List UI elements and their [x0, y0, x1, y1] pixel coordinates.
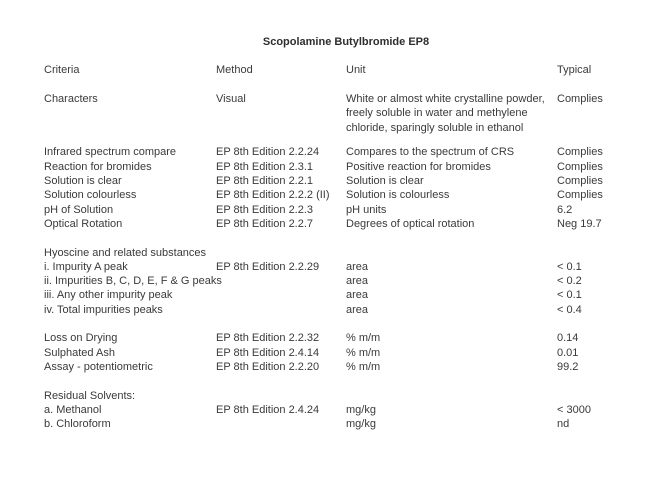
- cell-unit: Degrees of optical rotation: [346, 217, 475, 230]
- table-row: [44, 331, 650, 345]
- cell-method: EP 8th Edition 2.2.1: [216, 175, 314, 188]
- cell-criteria: a. Methanol: [44, 403, 102, 416]
- cell-unit: % m/m: [346, 346, 381, 359]
- cell-unit: area: [346, 275, 369, 288]
- section-characters: [44, 92, 650, 135]
- cell-criteria: Optical Rotation: [44, 217, 123, 230]
- cell-method: EP 8th Edition 2.2.2 (II): [216, 189, 330, 202]
- section-physical-tests: [44, 331, 650, 374]
- cell-typical: Complies: [557, 189, 603, 202]
- cell-method: EP 8th Edition 2.3.1: [216, 160, 314, 173]
- cell-typical: 0.14: [557, 332, 579, 345]
- cell-typical: Neg 19.7: [557, 217, 602, 230]
- cell-method: [216, 246, 346, 260]
- table-row: [44, 145, 650, 159]
- table-row: [44, 217, 650, 231]
- cell-criteria: iii. Any other impurity peak: [44, 289, 173, 302]
- cell-method: EP 8th Edition 2.2.7: [216, 217, 314, 230]
- cell-method: Visual: [216, 92, 246, 105]
- cell-typical: < 0.1: [557, 289, 582, 302]
- table-row: [44, 246, 650, 260]
- section-residual-solvents: [44, 389, 650, 432]
- cell-method: EP 8th Edition 2.4.14: [216, 346, 320, 359]
- table-row: [44, 303, 650, 317]
- cell-criteria: Infrared spectrum compare: [44, 146, 177, 159]
- cell-typical: [557, 389, 650, 403]
- cell-criteria: i. Impurity A peak: [44, 260, 128, 273]
- cell-typical: < 0.4: [557, 303, 582, 316]
- table-row: [44, 274, 650, 288]
- cell-method: EP 8th Edition 2.2.32: [216, 332, 320, 345]
- cell-unit: mg/kg: [346, 403, 376, 416]
- table-row: [44, 260, 650, 274]
- column-header-method: Method: [216, 64, 253, 76]
- table-row: [44, 203, 650, 217]
- cell-method: [216, 389, 346, 403]
- cell-typical: < 3000: [557, 403, 591, 416]
- cell-method: EP 8th Edition 2.2.29: [216, 260, 320, 273]
- cell-unit: mg/kg: [346, 418, 376, 431]
- table-row: [44, 417, 650, 431]
- cell-method: EP 8th Edition 2.2.3: [216, 203, 314, 216]
- cell-typical: [557, 246, 650, 260]
- cell-unit: Solution is clear: [346, 175, 424, 188]
- cell-typical: Complies: [557, 175, 603, 188]
- table-row: [44, 174, 650, 188]
- table-row: [44, 288, 650, 302]
- cell-criteria: iv. Total impurities peaks: [44, 303, 163, 316]
- cell-criteria: Assay - potentiometric: [44, 360, 153, 373]
- cell-unit: % m/m: [346, 332, 381, 345]
- section-related-substances: [44, 246, 650, 317]
- cell-method: EP 8th Edition 2.2.24: [216, 146, 320, 159]
- cell-criteria: Reaction for bromides: [44, 160, 152, 173]
- column-header-criteria: Criteria: [44, 64, 80, 76]
- table-row: [44, 160, 650, 174]
- cell-unit: [346, 389, 557, 403]
- cell-unit: [346, 246, 557, 260]
- cell-typical: Complies: [557, 146, 603, 159]
- cell-criteria: ii. Impurities B, C, D, E, F & G peaks: [44, 275, 222, 288]
- cell-method: EP 8th Edition 2.4.24: [216, 403, 320, 416]
- cell-criteria: b. Chloroform: [44, 418, 111, 431]
- column-header-unit: Unit: [346, 64, 366, 76]
- cell-unit: pH units: [346, 203, 387, 216]
- cell-unit: area: [346, 260, 369, 273]
- cell-typical: Complies: [557, 160, 603, 173]
- cell-typical: 99.2: [557, 360, 579, 373]
- cell-typical: < 0.1: [557, 260, 582, 273]
- table-header-row: [44, 63, 650, 77]
- table-row: [44, 92, 650, 135]
- cell-criteria: pH of Solution: [44, 203, 114, 216]
- cell-typical: 0.01: [557, 346, 579, 359]
- cell-criteria: Solution colourless: [44, 189, 137, 202]
- cell-typical: Complies: [557, 92, 603, 105]
- cell-criteria: Characters: [44, 92, 98, 105]
- cell-method: [216, 274, 346, 288]
- column-header-typical: Typical: [557, 64, 592, 76]
- cell-criteria: Residual Solvents:: [44, 389, 136, 402]
- cell-criteria: Loss on Drying: [44, 332, 118, 345]
- page-title: Scopolamine Butylbromide EP8: [262, 36, 430, 48]
- cell-typical: nd: [557, 418, 570, 431]
- table-row: [44, 360, 650, 374]
- cell-unit: White or almost white crystalline powder, freely soluble in water and methylene chloride, sparingly soluble in ethanol: [346, 92, 545, 134]
- cell-method: [216, 288, 346, 302]
- cell-criteria: Solution is clear: [44, 175, 122, 188]
- cell-unit: Compares to the spectrum of CRS: [346, 146, 515, 159]
- table-row: [44, 403, 650, 417]
- table-row: [44, 389, 650, 403]
- table-row: [44, 188, 650, 202]
- table-row: [44, 346, 650, 360]
- cell-method: [216, 417, 346, 431]
- cell-method: EP 8th Edition 2.2.20: [216, 360, 320, 373]
- cell-typical: 6.2: [557, 203, 573, 216]
- cell-unit: % m/m: [346, 360, 381, 373]
- table-body: [44, 92, 650, 431]
- spec-table: [44, 63, 650, 431]
- cell-method: [216, 303, 346, 317]
- cell-unit: area: [346, 303, 369, 316]
- section-identification-tests: [44, 145, 650, 231]
- cell-unit: Solution is colourless: [346, 189, 450, 202]
- cell-criteria: Hyoscine and related substances: [44, 246, 207, 259]
- cell-unit: Positive reaction for bromides: [346, 160, 491, 173]
- cell-typical: < 0.2: [557, 275, 582, 288]
- cell-unit: area: [346, 289, 369, 302]
- cell-criteria: Sulphated Ash: [44, 346, 115, 359]
